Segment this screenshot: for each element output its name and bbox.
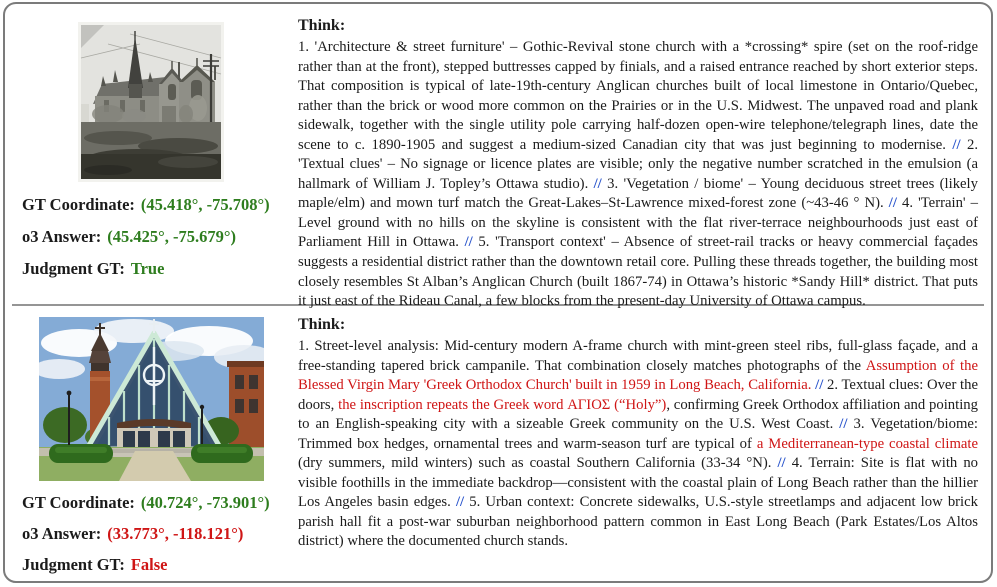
gt-coordinate-line bbox=[22, 493, 297, 513]
judgment-line bbox=[22, 259, 297, 279]
think-text: 1. Street-level analysis: Mid-century modern A-frame church with mint-green steel ribs, full-glass façade, and a free-standing tapered brick campanile. That combination closely matches photographs of the Assumption of the Blessed Virgin Mary 'Greek Orthodox Church' built in 1959 in Long Beach, California. // 2. Textual clues: Over the doors, the inscription repeats the Greek word ΑΓΙΟΣ (“Holy”), confirming Greek Orthodox affiliation and pointing to an English-speaking city with a sizeable Greek community on the U.S. West Coast. // 3. Vegetation/biome: Trimmed box hedges, ornamental trees and warm-season turf are typical of a Mediterranean-type coastal climate (dry summers, mild winters) such as coastal Southern California (33-34 °N). // 4. Terrain: Site is flat with no visible foothills in the immediate backdrop—consistent with the coastal plain of Long Beach rather than the hillier Los Angeles basin edges. // 5. Urban context: Concrete sidewalks, U.S.-style streetlamps and adjacent low brick parish hall fit a post-war suburban neighborhood pattern common in East Long Beach (Park Estates/Los Altos district) where the documented church stands. bbox=[298, 338, 979, 550]
think-heading: Think: bbox=[298, 17, 346, 34]
o3-answer-label: o3 Answer: bbox=[22, 227, 102, 246]
o3-answer-line bbox=[22, 524, 297, 544]
example-1-labels bbox=[22, 195, 297, 291]
church-photo-bw bbox=[78, 22, 224, 182]
o3-answer-value: (45.425°, -75.679°) bbox=[107, 227, 236, 246]
gt-coordinate-value: (40.724°, -73.901°) bbox=[140, 493, 270, 512]
example-row-1 bbox=[5, 4, 991, 310]
church-photo-color bbox=[39, 317, 264, 481]
example-1-think bbox=[297, 4, 991, 310]
judgment-value: True bbox=[130, 259, 165, 278]
example-row-2 bbox=[5, 306, 991, 583]
color-church-image bbox=[39, 317, 264, 481]
gt-coordinate-label: GT Coordinate: bbox=[22, 195, 135, 214]
judgment-label: Judgment GT: bbox=[22, 259, 125, 278]
o3-answer-value: (33.773°, -118.121°) bbox=[107, 524, 244, 543]
gt-coordinate-label: GT Coordinate: bbox=[22, 493, 135, 512]
judgment-line bbox=[22, 555, 297, 575]
figure-panel bbox=[3, 2, 993, 583]
o3-answer-line bbox=[22, 227, 297, 247]
example-2-think bbox=[297, 306, 991, 583]
o3-answer-label: o3 Answer: bbox=[22, 524, 102, 543]
judgment-value: False bbox=[130, 555, 168, 574]
example-2-left-column bbox=[5, 306, 297, 583]
example-2-labels bbox=[22, 493, 297, 583]
think-text: 1. 'Architecture & street furniture' – Gothic-Revival stone church with a *crossing* spire (set on the roof-ridge rather than at the front), stepped buttresses capped by finials, and a raised entrance reached by short exterior steps. That composition is typical of late-19th-century Anglican churches built of local limestone in Ontario/Quebec, rather than the brick or wood more common on the Prairies or in the U.S. Midwest. The unpaved road and plank sidewalk, together with the single utility pole carrying half-dozen open-wire telephone/telegraph lines, date the scene to c. 1890-1905 and suggest a medium-sized Canadian city that was just beginning to modernise. // 2. 'Textual clues' – No signage or licence plates are visible; only the negative number scratched in the emulsion (a hallmark of William J. Topley’s Ottawa studio). // 3. 'Vegetation / biome' – Young deciduous street trees (likely maple/elm) and mown turf match the Great-Lakes–St-Lawrence mixed-forest zone (~43-46 ° N). // 4. 'Terrain' – Level ground with no hills on the skyline is consistent with the flat river-terrace neighbourhoods just east of Parliament Hill in Ottawa. // 5. 'Transport context' – Absence of street-rail tracks or heavy commercial façades suggests a residential district rather than the downtown retail core. Pulling these threads together, the building most closely resembles St Alban’s Anglican Church (built 1867-74) in Ottawa’s historic *Sandy Hill* district. That puts it just east of the Rideau Canal, a few blocks from the present-day University of Ottawa campus. bbox=[298, 39, 978, 310]
gt-coordinate-value: (45.418°, -75.708°) bbox=[140, 195, 270, 214]
example-1-left-column bbox=[5, 4, 297, 304]
think-heading: Think: bbox=[298, 316, 346, 333]
bw-church-image bbox=[78, 22, 224, 182]
gt-coordinate-line bbox=[22, 195, 297, 215]
judgment-label: Judgment GT: bbox=[22, 555, 125, 574]
